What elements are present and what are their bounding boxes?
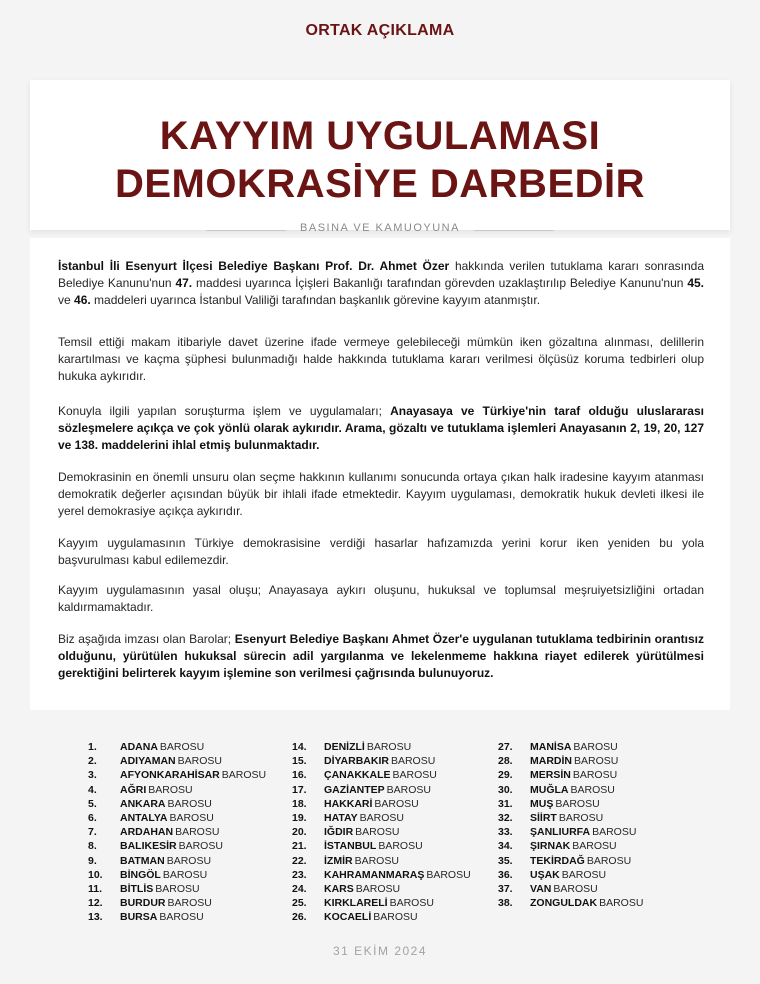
bar-name: MUŞ <box>530 797 554 810</box>
bar-list-item <box>88 754 266 768</box>
bar-suffix: BAROSU <box>166 854 212 867</box>
bar-list-item <box>88 811 266 825</box>
bar-suffix: BAROSU <box>570 783 615 796</box>
bar-number: 3. <box>88 769 97 782</box>
text-run: Konuyla ilgili yapılan soruşturma işlem ve uygulamaları; <box>58 404 391 418</box>
bar-suffix: BAROSU <box>159 741 205 753</box>
page-title <box>0 112 760 208</box>
bar-list-item <box>292 910 471 924</box>
bar-name: HAKKARİ <box>324 797 373 810</box>
bar-suffix: BAROSU <box>572 769 618 782</box>
bar-suffix: BAROSU <box>599 897 644 910</box>
bar-name: HATAY <box>324 812 358 825</box>
bar-number: 35. <box>498 854 513 867</box>
bar-list-item <box>88 868 266 882</box>
bold-text: 46. <box>74 293 91 307</box>
subtitle-row <box>0 222 760 238</box>
bar-list-item <box>292 740 471 754</box>
text-run: Kayyım uygulamasının yasal oluşu; Anayasaya aykırı oluşunu, hukuksal ve toplumsal meşruiyetsizliğini ortadan kaldırmamaktadır. <box>58 583 704 614</box>
bar-number: 19. <box>292 812 307 825</box>
bar-suffix: BAROSU <box>558 812 604 825</box>
bar-suffix: BAROSU <box>148 783 193 796</box>
paragraph-7 <box>58 631 704 682</box>
bold-text: İstanbul İli Esenyurt İlçesi Belediye Başkanı Prof. Dr. Ahmet Özer <box>58 259 450 273</box>
bar-number: 24. <box>292 883 307 896</box>
bar-list-item <box>292 811 471 825</box>
header-label: ORTAK AÇIKLAMA <box>305 22 455 39</box>
paragraph-5 <box>58 535 704 569</box>
bar-number: 29. <box>498 769 513 782</box>
bar-suffix: BAROSU <box>177 755 222 768</box>
date: 31 EKİM 2024 <box>332 944 428 958</box>
bar-list-item <box>88 825 266 839</box>
bar-suffix: BAROSU <box>167 897 212 910</box>
bar-number: 30. <box>498 783 513 796</box>
bar-suffix: BAROSU <box>573 741 618 753</box>
text-run: Kayyım uygulamasının Türkiye demokrasisine verdiği hasarlar hafızamızda yerini korur iken yeniden bu yola başvurulması kabul edilemezdir. <box>58 536 704 567</box>
bar-number: 34. <box>498 840 513 853</box>
bar-list-item <box>498 797 643 811</box>
bar-number: 6. <box>88 812 97 825</box>
bar-number: 21. <box>292 840 307 853</box>
bar-list-item <box>88 882 266 896</box>
bar-name: İSTANBUL <box>324 840 377 853</box>
bar-name: UŞAK <box>530 868 560 881</box>
bar-number: 26. <box>292 911 307 924</box>
bar-list-item <box>88 839 266 853</box>
bar-list-item <box>498 825 643 839</box>
bar-name: KAHRAMANMARAŞ <box>324 868 425 881</box>
bar-number: 5. <box>88 797 97 810</box>
bar-name: ZONGULDAK <box>530 897 598 910</box>
bar-name: BİNGÖL <box>120 868 161 881</box>
bar-suffix: BAROSU <box>355 826 400 839</box>
bar-number: 14. <box>292 741 307 753</box>
bar-list-item <box>292 825 471 839</box>
bar-number: 18. <box>292 797 307 810</box>
bar-name: BURSA <box>120 911 158 924</box>
bar-number: 38. <box>498 897 513 910</box>
bar-suffix: BAROSU <box>221 769 267 782</box>
bar-number: 23. <box>292 868 307 881</box>
bar-suffix: BAROSU <box>175 826 220 839</box>
bar-list-item <box>498 740 643 754</box>
bar-list-item <box>88 740 266 754</box>
paragraph-6 <box>58 582 704 616</box>
bar-list-item <box>498 882 643 896</box>
subtitle: BASINA VE KAMUOYUNA <box>300 222 460 234</box>
paragraph-1 <box>58 258 704 309</box>
text-run: Demokrasinin en önemli unsuru olan seçme hakkının kullanımı sonucunda ortaya çıkan halk iradesine kayyım atanması demokratik değerler açısından büyük bir ihlali ifade etmektedir. Kayyım uygulaması, demokratik hukuk devleti ilkesi ile yerel demokrasiye açıkça aykırıdır. <box>58 470 704 518</box>
bar-suffix: BAROSU <box>374 797 419 810</box>
bar-number: 13. <box>88 911 103 924</box>
bar-suffix: BAROSU <box>392 769 437 782</box>
paragraph-2 <box>58 334 704 385</box>
bar-list-item <box>498 896 643 910</box>
bar-name: ÇANAKKALE <box>324 769 391 782</box>
bar-list-item <box>88 854 266 868</box>
bar-number: 15. <box>292 755 307 768</box>
text-run: Biz aşağıda imzası olan Barolar; <box>58 632 235 646</box>
bar-number: 25. <box>292 897 307 910</box>
bar-name: ARDAHAN <box>120 826 174 839</box>
bar-list-item <box>498 768 643 782</box>
bar-list-item <box>292 868 471 882</box>
text-run: Temsil ettiği makam itibariyle davet üzerine ifade vermeye gelebileceği mümkün iken gözaltına alınması, delillerin karartılması ve kaçma şüphesi bulunmadığı halde hakkında tutuklama kararı verilmesi ölçüsüz koruma tedbirleri olup hukuka aykırıdır. <box>58 335 704 383</box>
bar-suffix: BAROSU <box>390 755 436 768</box>
bar-suffix: BAROSU <box>359 812 404 825</box>
bar-list-item <box>88 768 266 782</box>
bar-name: SİİRT <box>530 812 557 825</box>
bar-number: 8. <box>88 840 97 853</box>
bar-list-item <box>292 754 471 768</box>
bar-suffix: BAROSU <box>167 797 212 810</box>
bar-number: 37. <box>498 883 513 896</box>
text-run: maddeleri uyarınca İstanbul Valiliği tarafından başkanlık görevine kayyım atanmıştır. <box>90 293 541 307</box>
bar-list-item <box>498 754 643 768</box>
bar-list-item <box>292 797 471 811</box>
bar-name: BALIKESİR <box>120 840 177 853</box>
bar-name: MANİSA <box>530 741 572 753</box>
bar-name: DENİZLİ <box>324 741 365 753</box>
bar-number: 33. <box>498 826 513 839</box>
bar-number: 31. <box>498 797 513 810</box>
title-line-2: DEMOKRASİYE DARBEDİR <box>114 162 646 206</box>
bold-text: Esenyurt Belediye Başkanı Ahmet Özer'e uygulanan tutuklama tedbirinin orantısız olduğunu, yürütülen hukuksal sürecin adil yargılanma ve lekelenmeme hakkına riayet edilerek yürütülmesi gerektiğini belirterek kayyım işlemine son verilmesi çağrısında bulunuyoruz. <box>58 632 704 680</box>
bar-list-item <box>292 882 471 896</box>
bar-number: 22. <box>292 854 307 867</box>
bar-number: 36. <box>498 868 513 881</box>
bar-number: 11. <box>88 883 103 896</box>
bar-name: KIRKLARELİ <box>324 897 388 910</box>
bar-suffix: BAROSU <box>366 741 412 753</box>
bar-name: MERSİN <box>530 769 571 782</box>
bar-suffix: BAROSU <box>561 868 607 881</box>
bar-name: ŞANLIURFA <box>530 826 591 839</box>
bar-suffix: BAROSU <box>162 868 208 881</box>
bar-number: 9. <box>88 854 97 867</box>
bar-name: TEKİRDAĞ <box>530 854 585 867</box>
bar-name: ANTALYA <box>120 812 168 825</box>
bar-name: ŞIRNAK <box>530 840 571 853</box>
bar-list-item <box>498 783 643 797</box>
bar-suffix: BAROSU <box>389 897 434 910</box>
bar-name: İZMİR <box>324 854 353 867</box>
bar-number: 2. <box>88 755 97 768</box>
bar-list-item <box>88 910 266 924</box>
bar-list-item <box>88 783 266 797</box>
bar-suffix: BAROSU <box>155 883 200 896</box>
text-run: ve <box>58 293 75 307</box>
bar-name: ANKARA <box>120 797 166 810</box>
bar-number: 10. <box>88 868 103 881</box>
bar-name: KARS <box>324 883 354 896</box>
title-line-1: KAYYIM UYGULAMASI <box>159 114 601 158</box>
bar-list-column-1 <box>88 740 266 925</box>
bar-name: KOCAELİ <box>324 911 372 924</box>
bar-name: MUĞLA <box>530 783 569 796</box>
bold-text: 47. <box>175 276 193 290</box>
bar-list-item <box>88 797 266 811</box>
bar-list-item <box>292 854 471 868</box>
bar-name: BURDUR <box>120 897 166 910</box>
bar-list-item <box>498 868 643 882</box>
bar-suffix: BAROSU <box>386 783 432 796</box>
bar-number: 1. <box>88 741 97 753</box>
bar-suffix: BAROSU <box>592 826 637 839</box>
bar-name: MARDİN <box>530 755 572 768</box>
bar-suffix: BAROSU <box>572 840 617 853</box>
bar-list-item <box>498 854 643 868</box>
bar-number: 28. <box>498 755 513 768</box>
bar-suffix: BAROSU <box>553 883 598 896</box>
bar-list-item <box>498 811 643 825</box>
bold-text: Anayasaya ve Türkiye'nin taraf olduğu uluslararası sözleşmelere açıkça ve çok yönlü olarak aykırıdır. Arama, gözaltı ve tutuklama işlemleri Anayasanın 2, 19, 20, 127 ve 138. maddelerini ihlal etmiş bulunmaktadır. <box>58 404 704 452</box>
bar-name: DİYARBAKIR <box>324 755 389 768</box>
bar-name: GAZİANTEP <box>324 783 385 796</box>
bar-suffix: BAROSU <box>373 911 418 924</box>
bar-list-item <box>292 768 471 782</box>
bar-suffix: BAROSU <box>586 854 632 867</box>
text-run: hakkında verilen tutuklama kararı sonrasında Belediye Kanunu'nun <box>58 259 704 290</box>
text-run: maddesi uyarınca İçişleri Bakanlığı tarafından görevden uzaklaştırılıp Belediye Kanunu'nun <box>192 276 688 290</box>
bar-suffix: BAROSU <box>555 797 600 810</box>
bar-list-item <box>292 783 471 797</box>
paragraph-4 <box>58 469 704 520</box>
paragraph-3 <box>58 403 704 454</box>
bar-name: AĞRI <box>120 783 147 796</box>
bar-suffix: BAROSU <box>355 883 401 896</box>
bar-list-item <box>88 896 266 910</box>
bar-name: IĞDIR <box>324 826 354 839</box>
bar-name: ADANA <box>120 741 158 753</box>
bar-number: 16. <box>292 769 307 782</box>
bar-suffix: BAROSU <box>378 840 423 853</box>
bar-number: 7. <box>88 826 97 839</box>
bar-suffix: BAROSU <box>159 911 204 924</box>
bar-suffix: BAROSU <box>426 868 471 881</box>
bar-suffix: BAROSU <box>169 812 214 825</box>
bar-name: VAN <box>530 883 552 896</box>
bar-number: 32. <box>498 812 513 825</box>
bar-list-item <box>498 839 643 853</box>
bar-name: BATMAN <box>120 854 165 867</box>
bar-suffix: BAROSU <box>574 755 619 768</box>
bold-text: 45. <box>687 276 704 290</box>
bar-list-column-3 <box>498 740 643 910</box>
bar-name: BİTLİS <box>120 883 154 896</box>
bar-list-item <box>292 839 471 853</box>
bar-number: 12. <box>88 897 103 910</box>
bar-number: 27. <box>498 741 513 753</box>
bar-list-column-2 <box>292 740 471 925</box>
bar-number: 4. <box>88 783 97 796</box>
bar-suffix: BAROSU <box>354 854 399 867</box>
bar-number: 17. <box>292 783 307 796</box>
bar-name: AFYONKARAHİSAR <box>120 769 220 782</box>
bar-number: 20. <box>292 826 307 839</box>
bar-suffix: BAROSU <box>178 840 223 853</box>
bar-name: ADIYAMAN <box>120 755 176 768</box>
bar-list-item <box>292 896 471 910</box>
